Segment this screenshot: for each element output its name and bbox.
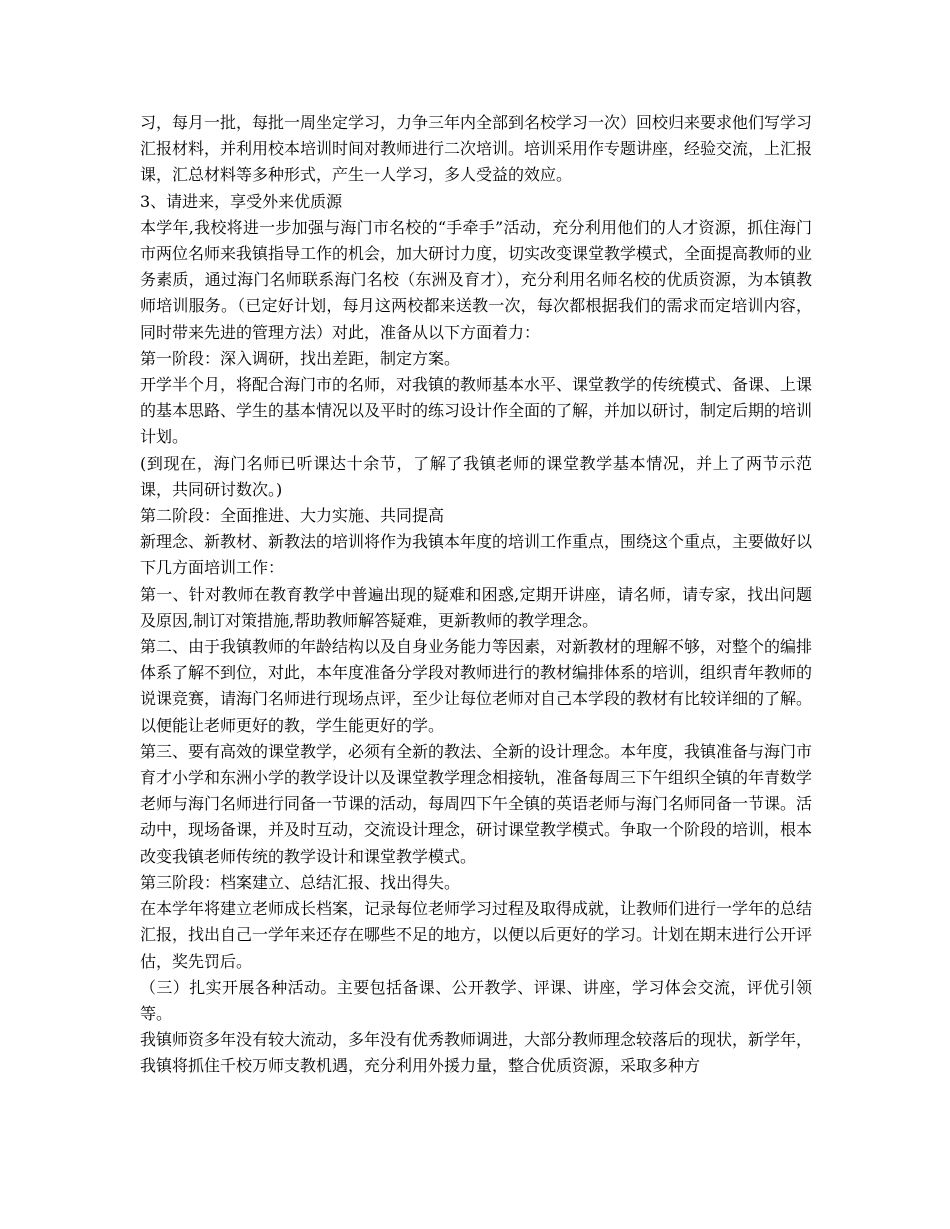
paragraph-item-two: 第二、由于我镇教师的年龄结构以及自身业务能力等因素，对新教材的理解不够，对整个的编排体系了解不到位，对此，本年度准备分学段对教师进行的教材编排体系的培训，组织青年教师的说课竞赛，请海门名师进行现场点评，至少让每位老师对自己本学段的教材有比较详细的了解。以便能让老师更好的教，学生能更好的学。 <box>140 637 813 735</box>
stage-two-heading: 第二阶段：全面推进、大力实施、共同提高 <box>140 506 445 526</box>
paragraph-stage-two-intro: 新理念、新教材、新教法的培训将作为我镇本年度的培训工作重点，围绕这个重点，主要做好以下几方面培训工作： <box>140 532 813 578</box>
section-heading-activities: （三）扎实开展各种活动。主要包括备课、公开教学、评课、讲座，学习体会交流，评优引领等。 <box>140 977 812 1023</box>
paragraph-activities: 我镇师资多年没有较大流动，多年没有优秀教师调进，大部分教师理念较落后的现状，新学年，我镇将抓住千校万师支教机遇，充分利用外援力量，整合优质资源，采取多种方 <box>140 1030 813 1076</box>
paragraph-partnership: 本学年,我校将进一步加强与海门市名校的“手牵手”活动，充分利用他们的人才资源，抓住海门市两位名师来我镇指导工作的机会，加大研讨力度，切实改变课堂教学模式，全面提高教师的业务素质，通过海门名师联系海门名校（东洲及育才），充分利用名师名校的优质资源，为本镇教师培训服务。（已定好计划，每月这两校都来送教一次，每次都根据我们的需求而定培训内容，同时带来先进的管理方法）对此，准备从以下方面着力： <box>140 217 813 342</box>
paragraph-stage-one: 开学半个月，将配合海门市的名师，对我镇的教师基本水平、课堂教学的传统模式、备课、上课的基本思路、学生的基本情况以及平时的练习设计作全面的了解，并加以研讨，制定后期的培训计划。 <box>140 375 813 447</box>
paragraph-item-one: 第一、针对教师在教育教学中普遍出现的疑难和困惑,定期开讲座，请名师，请专家，找出问题及原因,制订对策措施,帮助教师解答疑难，更新教师的教学理念。 <box>140 584 812 630</box>
section-heading-invite: 3、请进来，享受外来优质源 <box>140 191 343 211</box>
stage-three-heading: 第三阶段：档案建立、总结汇报、找出得失。 <box>140 872 461 892</box>
paragraph-progress-note: (到现在，海门名师已听课达十余节，了解了我镇老师的课堂教学基本情况，并上了两节示范课，共同研讨数次。) <box>140 453 812 499</box>
document-body <box>140 110 812 1080</box>
paragraph-item-three: 第三、要有高效的课堂教学，必须有全新的教法、全新的设计理念。本年度，我镇准备与海门市育才小学和东洲小学的教学设计以及课堂教学理念相接轨，准备每周三下午组织全镇的年青数学老师与海门名师进行同备一节课的活动，每周四下午全镇的英语老师与海门名师同备一节课。活动中，现场备课，并及时互动，交流设计理念，研讨课堂教学模式。争取一个阶段的培训，根本改变我镇老师传统的教学设计和课堂教学模式。 <box>140 741 813 866</box>
paragraph-continuation: 习，每月一批，每批一周坐定学习，力争三年内全部到名校学习一次）回校归来要求他们写学习汇报材料，并利用校本培训时间对教师进行二次培训。培训采用作专题讲座，经验交流，上汇报课，汇总材料等多种形式，产生一人学习，多人受益的效应。 <box>140 113 813 185</box>
paragraph-stage-three: 在本学年将建立老师成长档案，记录每位老师学习过程及取得成就，让教师们进行一学年的总结汇报，找出自己一学年来还存在哪些不足的地方，以便以后更好的学习。计划在期末进行公开评估，奖先罚后。 <box>140 899 813 971</box>
stage-one-heading: 第一阶段：深入调研，找出差距，制定方案。 <box>140 348 461 368</box>
